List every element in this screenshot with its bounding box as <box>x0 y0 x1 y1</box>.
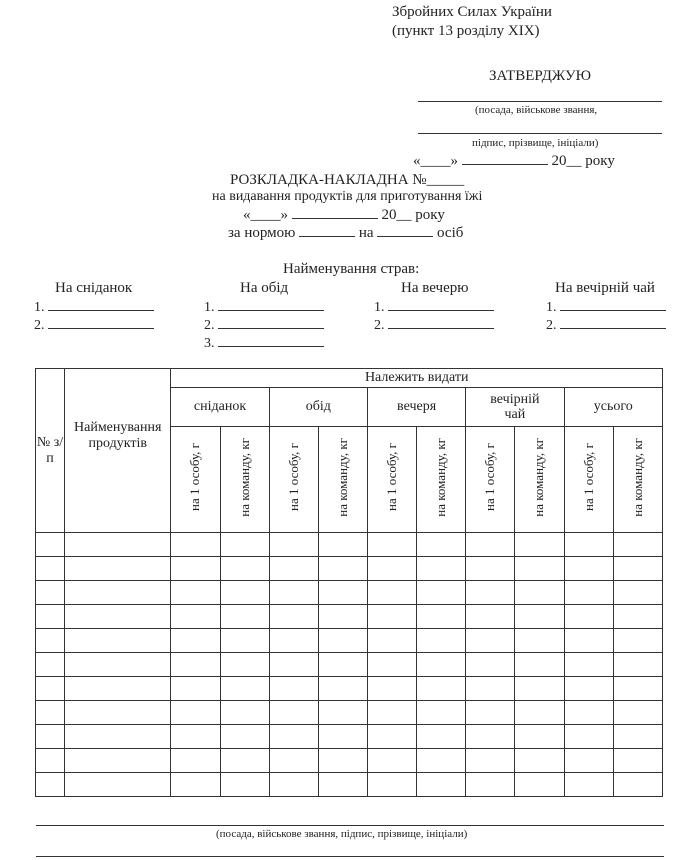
table-cell[interactable] <box>466 677 515 701</box>
table-cell[interactable] <box>564 677 613 701</box>
table-cell[interactable] <box>65 605 171 629</box>
table-cell[interactable] <box>65 533 171 557</box>
table-cell[interactable] <box>220 533 269 557</box>
table-cell[interactable] <box>171 557 220 581</box>
approval-caption-1: (посада, військове звання, <box>475 104 598 116</box>
table-cell[interactable] <box>318 581 367 605</box>
table-cell[interactable] <box>613 701 662 725</box>
table-row <box>36 749 663 773</box>
table-header-row-1 <box>36 369 663 388</box>
table-cell[interactable] <box>466 701 515 725</box>
table-row <box>36 581 663 605</box>
meal-header-lunch: обід <box>269 388 367 427</box>
table-cell[interactable] <box>171 749 220 773</box>
table-row <box>36 677 663 701</box>
approval-title: ЗАТВЕРДЖУЮ <box>489 68 592 84</box>
total-per-person-header: на 1 особу, г <box>564 427 613 533</box>
document-subtitle: на видавання продуктів для приготування їжі <box>212 189 483 204</box>
table-cell[interactable] <box>613 725 662 749</box>
table-cell[interactable] <box>515 653 564 677</box>
table-cell[interactable] <box>269 653 318 677</box>
table-cell[interactable] <box>367 677 416 701</box>
table-cell[interactable] <box>318 557 367 581</box>
table-cell[interactable] <box>318 725 367 749</box>
table-cell[interactable] <box>613 677 662 701</box>
table-cell[interactable] <box>466 605 515 629</box>
table-cell[interactable] <box>367 605 416 629</box>
table-cell[interactable] <box>417 773 466 797</box>
table-cell[interactable] <box>515 773 564 797</box>
table-cell[interactable] <box>220 581 269 605</box>
table-cell[interactable] <box>613 653 662 677</box>
table-cell[interactable] <box>171 629 220 653</box>
table-cell[interactable] <box>613 581 662 605</box>
table-cell[interactable] <box>564 605 613 629</box>
table-cell[interactable] <box>171 605 220 629</box>
table-cell[interactable] <box>65 557 171 581</box>
table-cell[interactable] <box>171 533 220 557</box>
table-cell[interactable] <box>318 605 367 629</box>
table-row <box>36 629 663 653</box>
table-cell[interactable] <box>367 629 416 653</box>
dinner-per-person-header: на 1 особу, г <box>367 427 416 533</box>
document-norm-line <box>228 224 463 242</box>
table-cell[interactable] <box>564 581 613 605</box>
table-cell[interactable] <box>613 533 662 557</box>
dishes-breakfast-title: На сніданок <box>55 280 133 296</box>
table-cell[interactable] <box>269 533 318 557</box>
table-cell[interactable] <box>171 677 220 701</box>
table-cell[interactable] <box>36 653 65 677</box>
table-cell[interactable] <box>417 725 466 749</box>
table-cell[interactable] <box>65 581 171 605</box>
dishes-evening-tea-title: На вечірній чай <box>555 280 655 296</box>
table-cell[interactable] <box>466 629 515 653</box>
table-cell[interactable] <box>367 773 416 797</box>
table-cell[interactable] <box>220 749 269 773</box>
table-cell[interactable] <box>466 653 515 677</box>
table-cell[interactable] <box>417 749 466 773</box>
table-cell[interactable] <box>269 749 318 773</box>
table-cell[interactable] <box>367 749 416 773</box>
table-cell[interactable] <box>65 701 171 725</box>
table-cell[interactable] <box>367 533 416 557</box>
table-cell[interactable] <box>367 557 416 581</box>
meal-header-dinner: вечеря <box>367 388 465 427</box>
document-date-month-line <box>292 206 378 219</box>
norm-suffix: осіб <box>437 225 464 241</box>
table-cell[interactable] <box>417 629 466 653</box>
meal-header-total: усього <box>564 388 662 427</box>
table-cell[interactable] <box>515 581 564 605</box>
table-cell[interactable] <box>269 581 318 605</box>
table-cell[interactable] <box>318 749 367 773</box>
table-cell[interactable] <box>36 605 65 629</box>
table-cell[interactable] <box>220 605 269 629</box>
norm-mid: на <box>358 225 374 241</box>
table-cell[interactable] <box>417 581 466 605</box>
table-cell[interactable] <box>171 701 220 725</box>
footer-bottom-line <box>36 856 664 857</box>
table-cell[interactable] <box>417 701 466 725</box>
header-line-2: (пункт 13 розділу XIX) <box>392 23 540 39</box>
approval-signature-line-1 <box>418 101 662 102</box>
table-cell[interactable] <box>466 557 515 581</box>
group-header: Належить видати <box>171 369 663 388</box>
table-row <box>36 701 663 725</box>
table-cell[interactable] <box>564 773 613 797</box>
table-cell[interactable] <box>367 725 416 749</box>
col-number-header: № з/п <box>36 369 65 533</box>
dishes-lunch-title: На обід <box>240 280 289 296</box>
dishes-heading: Найменування страв: <box>283 261 420 277</box>
table-cell[interactable] <box>36 629 65 653</box>
table-cell[interactable] <box>466 581 515 605</box>
table-cell[interactable] <box>65 653 171 677</box>
col-product-name-header: Найменування продуктів <box>65 369 171 533</box>
table-cell[interactable] <box>564 653 613 677</box>
table-cell[interactable] <box>269 677 318 701</box>
breakfast-per-person-header: на 1 особу, г <box>171 427 220 533</box>
table-cell[interactable] <box>220 701 269 725</box>
table-cell[interactable] <box>171 581 220 605</box>
lunch-per-team-header: на команду, кг <box>318 427 367 533</box>
table-cell[interactable] <box>65 725 171 749</box>
table-cell[interactable] <box>36 677 65 701</box>
table-cell[interactable] <box>515 629 564 653</box>
approval-date <box>413 152 615 170</box>
table-cell[interactable] <box>269 557 318 581</box>
table-cell[interactable] <box>220 653 269 677</box>
table-cell[interactable] <box>269 773 318 797</box>
table-cell[interactable] <box>515 701 564 725</box>
meal-header-breakfast: сніданок <box>171 388 269 427</box>
table-cell[interactable] <box>36 533 65 557</box>
dinner-per-team-header: на команду, кг <box>417 427 466 533</box>
document-date <box>243 206 445 224</box>
table-cell[interactable] <box>515 725 564 749</box>
table-cell[interactable] <box>515 605 564 629</box>
meal-header-evening-tea: вечірній чай <box>466 388 564 427</box>
table-cell[interactable] <box>171 773 220 797</box>
table-cell[interactable] <box>269 605 318 629</box>
dishes-breakfast-item-1: 1. <box>34 298 154 316</box>
table-cell[interactable] <box>171 653 220 677</box>
table-cell[interactable] <box>417 533 466 557</box>
table-cell[interactable] <box>564 533 613 557</box>
document-date-year: 20__ року <box>381 207 445 223</box>
table-row <box>36 605 663 629</box>
table-cell[interactable] <box>36 773 65 797</box>
approval-signature-line-2 <box>418 133 662 134</box>
tea-per-person-header: на 1 особу, г <box>466 427 515 533</box>
dishes-dinner-item-1: 1. <box>374 298 494 316</box>
norm-blank <box>299 224 355 237</box>
table-cell[interactable] <box>367 581 416 605</box>
table-cell[interactable] <box>564 629 613 653</box>
table-cell[interactable] <box>36 725 65 749</box>
approval-date-year: 20__ року <box>551 153 615 169</box>
table-cell[interactable] <box>417 605 466 629</box>
norm-prefix: за нормою <box>228 225 296 241</box>
footer-signature-line <box>36 825 664 826</box>
table-row <box>36 653 663 677</box>
table-cell[interactable] <box>367 701 416 725</box>
dishes-lunch-item-1: 1. <box>204 298 324 316</box>
table-cell[interactable] <box>220 629 269 653</box>
table-cell[interactable] <box>515 749 564 773</box>
table-cell[interactable] <box>65 677 171 701</box>
table-cell[interactable] <box>36 749 65 773</box>
table-cell[interactable] <box>269 629 318 653</box>
dishes-breakfast-item-2: 2. <box>34 316 154 334</box>
table-cell[interactable] <box>269 701 318 725</box>
table-cell[interactable] <box>318 677 367 701</box>
table-cell[interactable] <box>515 557 564 581</box>
table-cell[interactable] <box>220 773 269 797</box>
breakfast-per-team-header: на команду, кг <box>220 427 269 533</box>
table-cell[interactable] <box>36 701 65 725</box>
approval-date-month-line <box>462 152 548 165</box>
table-cell[interactable] <box>65 749 171 773</box>
table-cell[interactable] <box>613 773 662 797</box>
table-row <box>36 557 663 581</box>
table-cell[interactable] <box>564 749 613 773</box>
table-cell[interactable] <box>65 773 171 797</box>
table-row <box>36 725 663 749</box>
table-cell[interactable] <box>318 773 367 797</box>
total-per-team-header: на команду, кг <box>613 427 662 533</box>
dishes-lunch-item-2: 2. <box>204 316 324 334</box>
approval-date-day: «____» <box>413 153 458 169</box>
dishes-evening-tea-item-1: 1. <box>546 298 666 316</box>
table-cell[interactable] <box>613 605 662 629</box>
table-cell[interactable] <box>417 653 466 677</box>
table-cell[interactable] <box>36 581 65 605</box>
footer-caption: (посада, військове звання, підпис, прізвище, ініціали) <box>216 828 468 840</box>
table-cell[interactable] <box>466 725 515 749</box>
table-cell[interactable] <box>417 557 466 581</box>
table-cell[interactable] <box>269 725 318 749</box>
table-cell[interactable] <box>318 701 367 725</box>
table-cell[interactable] <box>36 557 65 581</box>
dishes-dinner-item-2: 2. <box>374 316 494 334</box>
document-date-day: «____» <box>243 207 288 223</box>
table-cell[interactable] <box>367 653 416 677</box>
dishes-dinner-title: На вечерю <box>401 280 469 296</box>
table-row <box>36 773 663 797</box>
table-cell[interactable] <box>564 701 613 725</box>
table-cell[interactable] <box>564 557 613 581</box>
table-cell[interactable] <box>515 677 564 701</box>
table-cell[interactable] <box>65 629 171 653</box>
table-cell[interactable] <box>466 773 515 797</box>
header-line-1: Збройних Силах України <box>392 4 552 20</box>
table-cell[interactable] <box>220 725 269 749</box>
table-cell[interactable] <box>220 677 269 701</box>
table-cell[interactable] <box>613 629 662 653</box>
persons-blank <box>377 224 433 237</box>
table-cell[interactable] <box>318 533 367 557</box>
table-cell[interactable] <box>220 557 269 581</box>
table-cell[interactable] <box>613 557 662 581</box>
table-cell[interactable] <box>318 653 367 677</box>
table-cell[interactable] <box>466 749 515 773</box>
table-cell[interactable] <box>564 725 613 749</box>
table-cell[interactable] <box>318 629 367 653</box>
document-title: РОЗКЛАДКА-НАКЛАДНА №_____ <box>230 172 465 188</box>
table-cell[interactable] <box>613 749 662 773</box>
table-cell[interactable] <box>417 677 466 701</box>
table-cell[interactable] <box>466 533 515 557</box>
lunch-per-person-header: на 1 особу, г <box>269 427 318 533</box>
dishes-evening-tea-item-2: 2. <box>546 316 666 334</box>
table-cell[interactable] <box>515 533 564 557</box>
table-row <box>36 533 663 557</box>
approval-caption-2: підпис, прізвище, ініціали) <box>472 137 599 149</box>
table-cell[interactable] <box>171 725 220 749</box>
tea-per-team-header: на команду, кг <box>515 427 564 533</box>
products-table <box>35 368 663 797</box>
dishes-lunch-item-3: 3. <box>204 334 324 352</box>
